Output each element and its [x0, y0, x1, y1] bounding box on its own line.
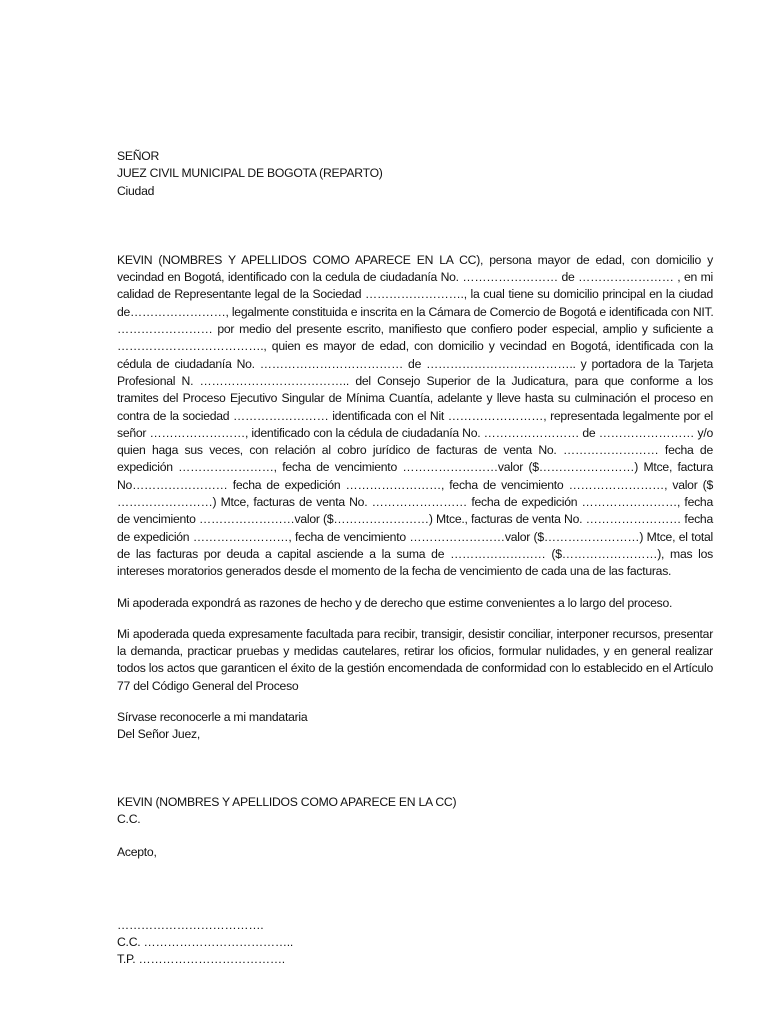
acceptance-label-block: [117, 844, 713, 861]
paragraph-line: calidad de Representante legal de la Sociedad ……………………., la cual tiene su domicilio principal en la ciudad: [117, 287, 713, 302]
grantor-signature-block: [117, 794, 713, 829]
paragraph-line: de……………………, legalmente constituida e inscrita en la Cámara de Comercio de Bogotá e identificada con NIT.: [117, 304, 714, 319]
paragraph-line: tramites del Proceso Ejecutivo Singular de Mínima Cuantía, adelante y lleve hasta su culminación el proceso en: [117, 391, 713, 406]
signature-line: ……………………………….: [117, 917, 264, 932]
addressee-block: [117, 148, 713, 200]
paragraph-line: todos los actos que garanticen el éxito de la gestión encomendada de conformidad con lo establecido en el Artículo: [117, 661, 713, 676]
grantor-id-label: C.C.: [117, 811, 141, 826]
attorney-signature-block: [117, 917, 713, 969]
faculties-paragraph: [117, 626, 713, 695]
grantor-name: KEVIN (NOMBRES Y APELLIDOS COMO APARECE EN LA CC): [117, 794, 457, 809]
attorney-id-line: C.C. ………………………………..: [117, 934, 294, 949]
paragraph-line: intereses moratorios generados desde el momento de la fecha de vencimiento de cada una de las facturas.: [117, 564, 672, 579]
addressee-title: SEÑOR: [117, 149, 160, 163]
paragraph-line: Mi apoderada queda expresamente facultada para recibir, transigir, desistir conciliar, interponer recursos, presentar: [117, 626, 713, 641]
closing-salutation: Del Señor Juez,: [117, 727, 200, 742]
paragraph-line: la demanda, practicar pruebas y medidas cautelares, retirar los oficios, formular nulidades, y en general realizar: [117, 644, 713, 659]
closing-block: [117, 709, 713, 744]
paragraph-line: …………………… por medio del presente escrito, manifiesto que confiero poder especial, amplio y suficiente a: [117, 322, 713, 337]
closing-request: Sírvase reconocerle a mi mandataria: [117, 710, 308, 725]
paragraph-line: Mi apoderada expondrá as razones de hecho y de derecho que estime convenientes a lo largo del proceso.: [117, 595, 673, 610]
paragraph-line: contra de la sociedad …………………… identificada con el Nit ……………………, representada legalmente por el: [117, 408, 713, 423]
paragraph-line: de expedición ……………………, fecha de vencimiento ……………………valor ($……………………) Mtce, el total: [117, 529, 713, 544]
attorney-professional-card-line: T.P. ……………………………….: [117, 952, 285, 967]
paragraph-line: señor ……………………, identificado con la cédula de ciudadanía No. …………………… de …………………… y/o: [117, 425, 713, 440]
paragraph-line: quien haga sus veces, con relación al cobro jurídico de facturas de venta No. …………………… fecha de: [117, 443, 713, 458]
addressee-city: Ciudad: [117, 183, 155, 198]
acceptance-label: Acepto,: [117, 845, 157, 860]
power-of-attorney-paragraph: [117, 252, 713, 581]
paragraph-line: de las facturas por deuda a capital asciende a la suma de …………………… ($……………………), mas los: [117, 546, 713, 561]
paragraph-line: vecindad en Bogotá, identificado con la cedula de ciudadanía No. …………………… de …………………… , en mi: [117, 270, 713, 285]
addressee-court: JUEZ CIVIL MUNICIPAL DE BOGOTA (REPARTO): [117, 166, 383, 181]
paragraph-line: ……………………) Mtce, facturas de venta No. …………………… fecha de expedición ……………………, fecha: [117, 495, 713, 510]
paragraph-line: 77 del Código General del Proceso: [117, 678, 299, 693]
paragraph-line: ………………………………., quien es mayor de edad, con domicilio y vecindad en Bogotá, identificada con la: [117, 339, 713, 354]
arguments-paragraph: [117, 595, 713, 612]
paragraph-line: KEVIN (NOMBRES Y APELLIDOS COMO APARECE EN LA CC), persona mayor de edad, con domicilio y: [117, 252, 713, 267]
document-content: [117, 148, 713, 968]
paragraph-line: Profesional N. ……………………………….. del Consejo Superior de la Judicatura, para que conforme a los: [117, 373, 713, 388]
paragraph-line: de vencimiento ……………………valor ($……………………) Mtce., facturas de venta No. …………………… fecha: [117, 512, 713, 527]
paragraph-line: No…………………… fecha de expedición ……………………, fecha de vencimiento ……………………, valor ($: [117, 477, 713, 492]
paragraph-line: cédula de ciudadanía No. ……………………………… de ……………………………….. y portadora de la Tarjeta: [117, 356, 713, 371]
paragraph-line: expedición ……………………, fecha de vencimiento ……………………valor ($……………………) Mtce, factura: [117, 460, 713, 475]
